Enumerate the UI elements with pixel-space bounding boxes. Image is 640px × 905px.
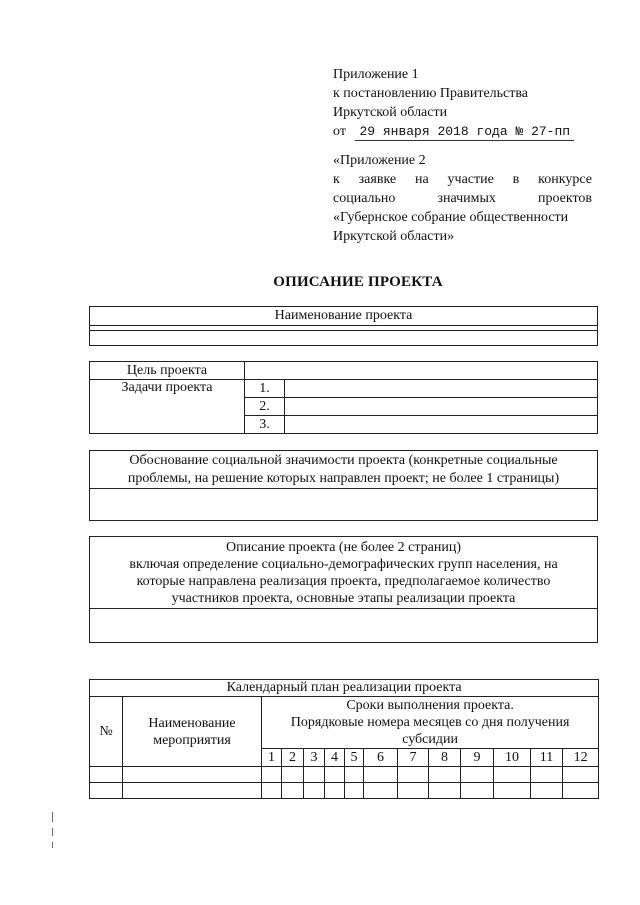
- header-decree: к постановлению Правительства: [333, 86, 529, 101]
- calendar-col-event-line: мероприятия: [153, 732, 231, 748]
- month-number: 1: [262, 749, 282, 767]
- justification-table: [89, 450, 598, 521]
- header-appendix-1: Приложение 1: [333, 67, 419, 82]
- project-name-value-cell: [90, 331, 598, 346]
- calendar-col-event-line: Наименование: [148, 715, 236, 731]
- month-number: 11: [531, 749, 563, 767]
- header-date-prefix: от: [333, 124, 346, 139]
- appendix-word: участие: [447, 172, 494, 187]
- month-number: 5: [345, 749, 364, 767]
- month-number: 9: [461, 749, 494, 767]
- header-date-row: [333, 123, 574, 141]
- month-number: 4: [325, 749, 345, 767]
- month-number: 10: [494, 749, 531, 767]
- task-value-cell: [285, 380, 598, 398]
- month-number: 12: [563, 749, 599, 767]
- justification-line: проблемы, на решение которых направлен проект; не более 1 страницы): [127, 470, 560, 486]
- calendar-title: Календарный план реализации проекта: [90, 680, 599, 697]
- appendix-word: заявке: [358, 172, 397, 187]
- goal-label: Цель проекта: [90, 362, 245, 380]
- month-number: 6: [364, 749, 398, 767]
- calendar-col-event: [123, 697, 262, 767]
- appendix-word: социально: [333, 191, 396, 206]
- appendix-word: значимых: [437, 191, 496, 206]
- header-date-value: 29 января 2018 года № 27-пп: [355, 124, 574, 141]
- scan-mark: [52, 842, 53, 848]
- calendar-col-number: №: [90, 697, 123, 767]
- project-name-header: Наименование проекта: [90, 307, 598, 326]
- calendar-terms-line: Порядковые номера месяцев со дня получения: [290, 715, 570, 730]
- appendix-2-title: «Приложение 2: [333, 153, 426, 168]
- document-title: ОПИСАНИЕ ПРОЕКТА: [273, 274, 443, 290]
- calendar-terms-line: Сроки выполнения проекта.: [346, 698, 514, 713]
- project-name-table: [89, 306, 598, 346]
- task-number: 2.: [245, 398, 285, 416]
- month-number: 2: [282, 749, 304, 767]
- appendix-word: на: [414, 172, 429, 187]
- task-value-cell: [285, 416, 598, 434]
- month-number: 8: [429, 749, 461, 767]
- task-number: 1.: [245, 380, 285, 398]
- appendix-word: в: [512, 172, 520, 187]
- month-number: 3: [304, 749, 325, 767]
- justification-value-cell: [90, 489, 598, 521]
- description-value-cell: [90, 609, 598, 643]
- appendix-2-line4: «Губернское собрание общественности: [333, 210, 569, 225]
- goal-value-cell: [245, 362, 598, 380]
- appendix-2-line3: [333, 190, 592, 208]
- description-line: Описание проекта (не более 2 страниц): [226, 539, 461, 555]
- appendix-word: конкурсе: [538, 172, 592, 187]
- description-line: участников проекта, основные этапы реализации проекта: [171, 590, 516, 606]
- calendar-empty-row: [90, 783, 599, 799]
- appendix-2-line2: [333, 171, 592, 189]
- description-table: [89, 536, 598, 643]
- scan-mark: [52, 812, 53, 822]
- goals-table: [89, 361, 598, 434]
- appendix-word: к: [333, 172, 340, 187]
- scan-mark: [52, 828, 53, 836]
- calendar-empty-row: [90, 767, 599, 783]
- calendar-table: [89, 679, 599, 799]
- description-header: [90, 537, 598, 609]
- appendix-2-line5: Иркутской области»: [333, 229, 455, 244]
- task-value-cell: [285, 398, 598, 416]
- justification-line: Обоснование социальной значимости проекта (конкретные социальные: [129, 452, 558, 468]
- description-line: включая определение социально-демографических групп населения, на: [129, 556, 558, 572]
- appendix-word: проектов: [537, 191, 592, 206]
- month-number: 7: [398, 749, 429, 767]
- justification-header: [90, 451, 598, 489]
- tasks-label: Задачи проекта: [90, 380, 245, 434]
- calendar-terms-line: субсидии: [402, 732, 458, 747]
- description-line: которые направлена реализация проекта, предполагаемое количество: [136, 573, 551, 589]
- header-region: Иркутской области: [333, 105, 448, 120]
- calendar-terms-header: [262, 697, 599, 749]
- task-number: 3.: [245, 416, 285, 434]
